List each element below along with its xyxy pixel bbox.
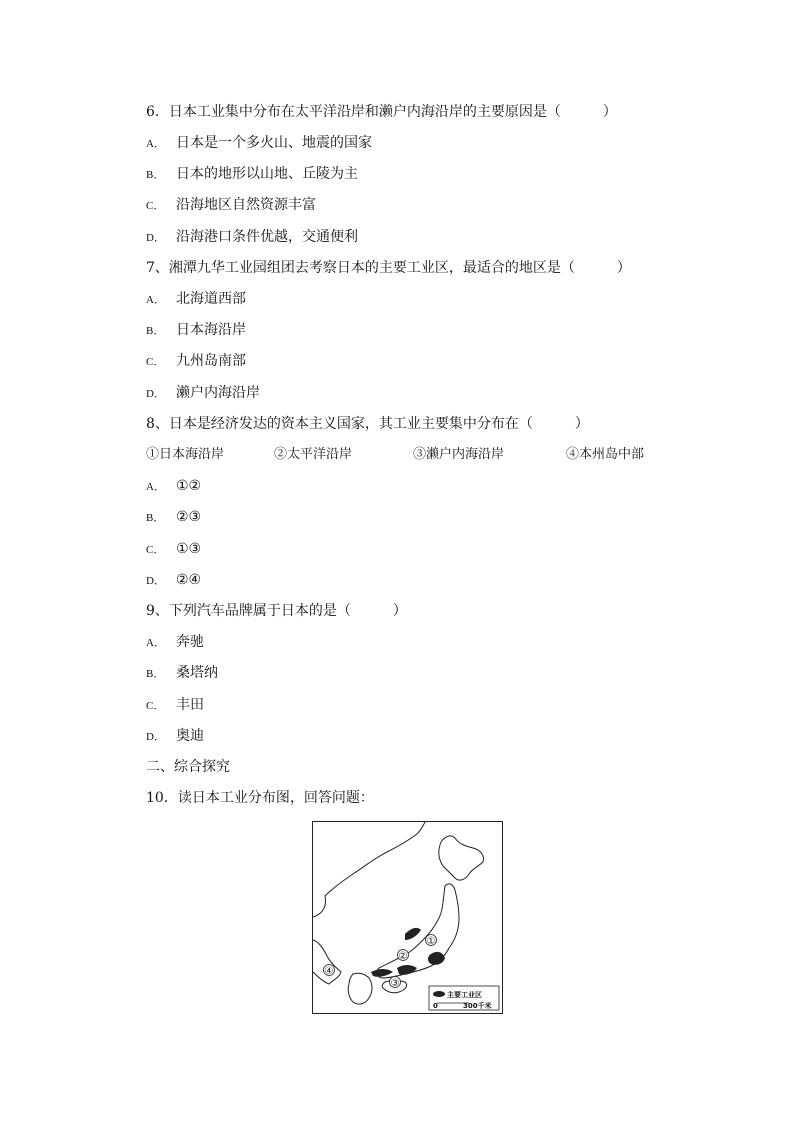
svg-text:③: ③ (390, 978, 400, 989)
scale-end: 300千米 (463, 1002, 492, 1010)
question-8-option-b: B． ②③ (146, 509, 202, 525)
question-7-stem: 7、湘潭九华工业园组团去考察日本的主要工业区，最适合的地区是（ ） (146, 260, 631, 276)
marker-1 (426, 935, 437, 948)
question-9-option-c: C． 丰田 (146, 697, 204, 713)
hokkaido-island (439, 836, 484, 880)
mainland-coastline (313, 822, 425, 917)
question-8-stem: 8、日本是经济发达的资本主义国家，其工业主要集中分布在（ ） (146, 416, 589, 432)
marker-4 (324, 965, 335, 978)
section-heading: 二、综合探究 (146, 759, 230, 775)
svg-text:④: ④ (324, 966, 334, 977)
scale-start: 0 (433, 1002, 438, 1010)
question-6-option-c: C． 沿海地区自然资源丰富 (146, 197, 316, 213)
map-legend (429, 986, 499, 1010)
marker-3 (390, 977, 401, 990)
legend-swatch (433, 991, 445, 997)
question-6-option-a: A． 日本是一个多火山、地震的国家 (146, 135, 372, 151)
question-7-option-b: B． 日本海沿岸 (146, 322, 246, 338)
question-8-choice-4: ④本州岛中部 (566, 447, 645, 462)
question-6-stem: 6．日本工业集中分布在太平洋沿岸和濑户内海沿岸的主要原因是（ ） (146, 104, 617, 120)
svg-text:②: ② (398, 951, 408, 962)
question-7-option-d: D． 濑户内海沿岸 (146, 385, 260, 401)
japan-industry-map (312, 821, 503, 1014)
question-6-option-b: B． 日本的地形以山地、丘陵为主 (146, 166, 358, 182)
industrial-zone-hanshin (397, 965, 417, 975)
question-8-option-c: C． ①③ (146, 541, 202, 557)
kyushu-island (348, 973, 372, 1004)
question-7-option-a: A． 北海道西部 (146, 291, 246, 307)
question-8-option-a: A． ①② (146, 478, 202, 494)
question-6-option-d: D． 沿海港口条件优越，交通便利 (146, 229, 358, 245)
marker-2 (398, 950, 409, 963)
question-8-choice-3: ③濑户内海沿岸 (413, 447, 505, 462)
question-9-stem: 9、下列汽车品牌属于日本的是（ ） (146, 603, 407, 619)
question-9-option-b: B． 桑塔纳 (146, 665, 218, 681)
question-7-option-c: C． 九州岛南部 (146, 353, 246, 369)
map-svg (313, 822, 501, 1012)
question-8-choice-2: ②太平洋沿岸 (274, 447, 353, 462)
question-9-option-d: D． 奥迪 (146, 728, 204, 744)
question-8-option-d: D． ②④ (146, 572, 202, 588)
korea-peninsula (313, 940, 341, 984)
legend-label: 主要工业区 (447, 991, 482, 999)
question-10-stem: 10．读日本工业分布图，回答问题： (146, 790, 374, 806)
industrial-zone-japan-sea (405, 928, 421, 940)
question-8-choice-1: ①日本海沿岸 (146, 447, 225, 462)
svg-text:①: ① (426, 936, 436, 947)
question-9-option-a: A． 奔驰 (146, 634, 204, 650)
